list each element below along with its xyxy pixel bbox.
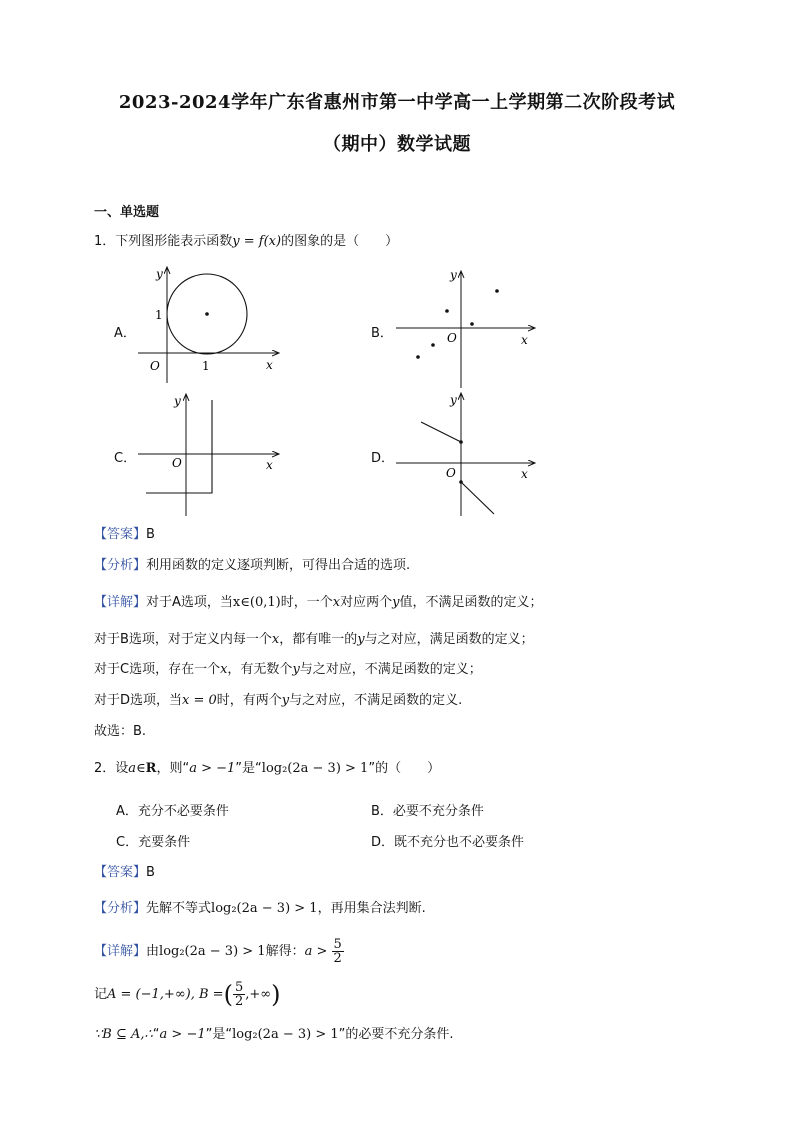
graph-b-origin-label: O <box>447 331 457 345</box>
fraction-five-halves: $\frac{5}{2}$ <box>234 980 244 1009</box>
graph-b-point <box>445 309 449 313</box>
q1-choose: 故选：B. <box>94 724 147 739</box>
q2-answer: 【答案】B <box>94 865 155 880</box>
graph-b-point <box>495 289 499 293</box>
graph-a-y-one-label: 1 <box>155 308 163 322</box>
section-heading: 一、单选题 <box>94 205 160 220</box>
graph-d-lower-segment <box>461 482 494 514</box>
graph-a <box>138 267 278 383</box>
graph-c <box>138 394 278 516</box>
q2-stem: 2．设a∈R，则“a > −1”是“log₂(2a − 3) > 1”的（ ） <box>94 761 441 776</box>
graph-a-y-label: y <box>156 267 163 281</box>
q2-option-d: D．既不充分也不必要条件 <box>371 835 525 850</box>
q1-option-b-label: B． <box>371 326 393 341</box>
graph-b <box>396 268 534 388</box>
q1-detail-d: 对于D选项，当x = 0时，有两个y与之对应，不满足函数的定义. <box>94 693 463 708</box>
graph-c-y-label: y <box>174 394 181 408</box>
q1-option-c-label: C． <box>114 451 137 466</box>
q1-detail-a: 【详解】对于A选项，当x∈(0,1)时，一个x对应两个y值，不满足函数的定义； <box>94 595 543 610</box>
q1-detail-c: 对于C选项，存在一个x，有无数个y与之对应，不满足函数的定义； <box>94 662 482 677</box>
q1-answer: 【答案】B <box>94 527 155 542</box>
q1-option-a-label: A． <box>114 326 136 341</box>
q1-graphs <box>0 0 794 540</box>
q2-option-b: B．必要不充分条件 <box>371 804 484 819</box>
q1-option-d-label: D． <box>371 451 395 466</box>
graph-a-x-one-label: 1 <box>202 359 210 373</box>
q1-stem: 1．下列图形能表示函数y = f(x)的图象的是（ ） <box>94 234 399 249</box>
q2-option-a: A．充分不必要条件 <box>116 804 229 819</box>
graph-d-y-label: y <box>450 393 457 407</box>
graph-b-point <box>431 343 435 347</box>
exam-title-line2: （期中）数学试题 <box>323 134 471 155</box>
q1-detail-b: 对于B选项，对于定义内每一个x，都有唯一的y与之对应，满足函数的定义； <box>94 632 534 647</box>
q2-analysis: 【分析】先解不等式log₂(2a − 3) > 1，再用集合法判断. <box>94 901 426 916</box>
q2-detail: 【详解】由log₂(2a − 3) > 1解得：a > $\frac{5}{2}$ <box>94 937 342 966</box>
graph-c-curve <box>146 400 212 493</box>
graph-d-origin-label: O <box>446 466 456 480</box>
graph-b-point <box>416 355 420 359</box>
graph-b-point <box>470 322 474 326</box>
graph-d-upper-endpoint <box>459 440 463 444</box>
fraction-five-halves: $\frac{5}{2}$ <box>333 937 342 966</box>
q1-analysis: 【分析】利用函数的定义逐项判断，可得出合适的选项. <box>94 558 411 573</box>
graph-d-upper-segment <box>421 422 461 442</box>
graph-d-lower-endpoint <box>459 480 463 484</box>
q2-set-definition: 记A = (−1,+∞), B =( $\frac{5}{2}$ ,+∞) <box>94 980 281 1009</box>
graph-c-x-label: x <box>266 458 273 472</box>
q2-conclusion: ∵B ⊆ A,∴“a > −1”是“log₂(2a − 3) > 1”的必要不充分条件. <box>94 1027 454 1042</box>
graph-b-y-label: y <box>450 268 457 282</box>
graph-d <box>396 393 534 516</box>
graph-a-center-dot <box>205 312 209 316</box>
graph-a-origin-label: O <box>150 359 160 373</box>
graph-d-x-label: x <box>521 467 528 481</box>
q2-option-c: C．充要条件 <box>116 835 191 850</box>
graph-c-origin-label: O <box>172 456 182 470</box>
graph-a-x-label: x <box>266 358 273 372</box>
graph-b-x-label: x <box>521 333 528 347</box>
exam-title-line1: 2023-2024学年广东省惠州市第一中学高一上学期第二次阶段考试 <box>118 92 676 113</box>
